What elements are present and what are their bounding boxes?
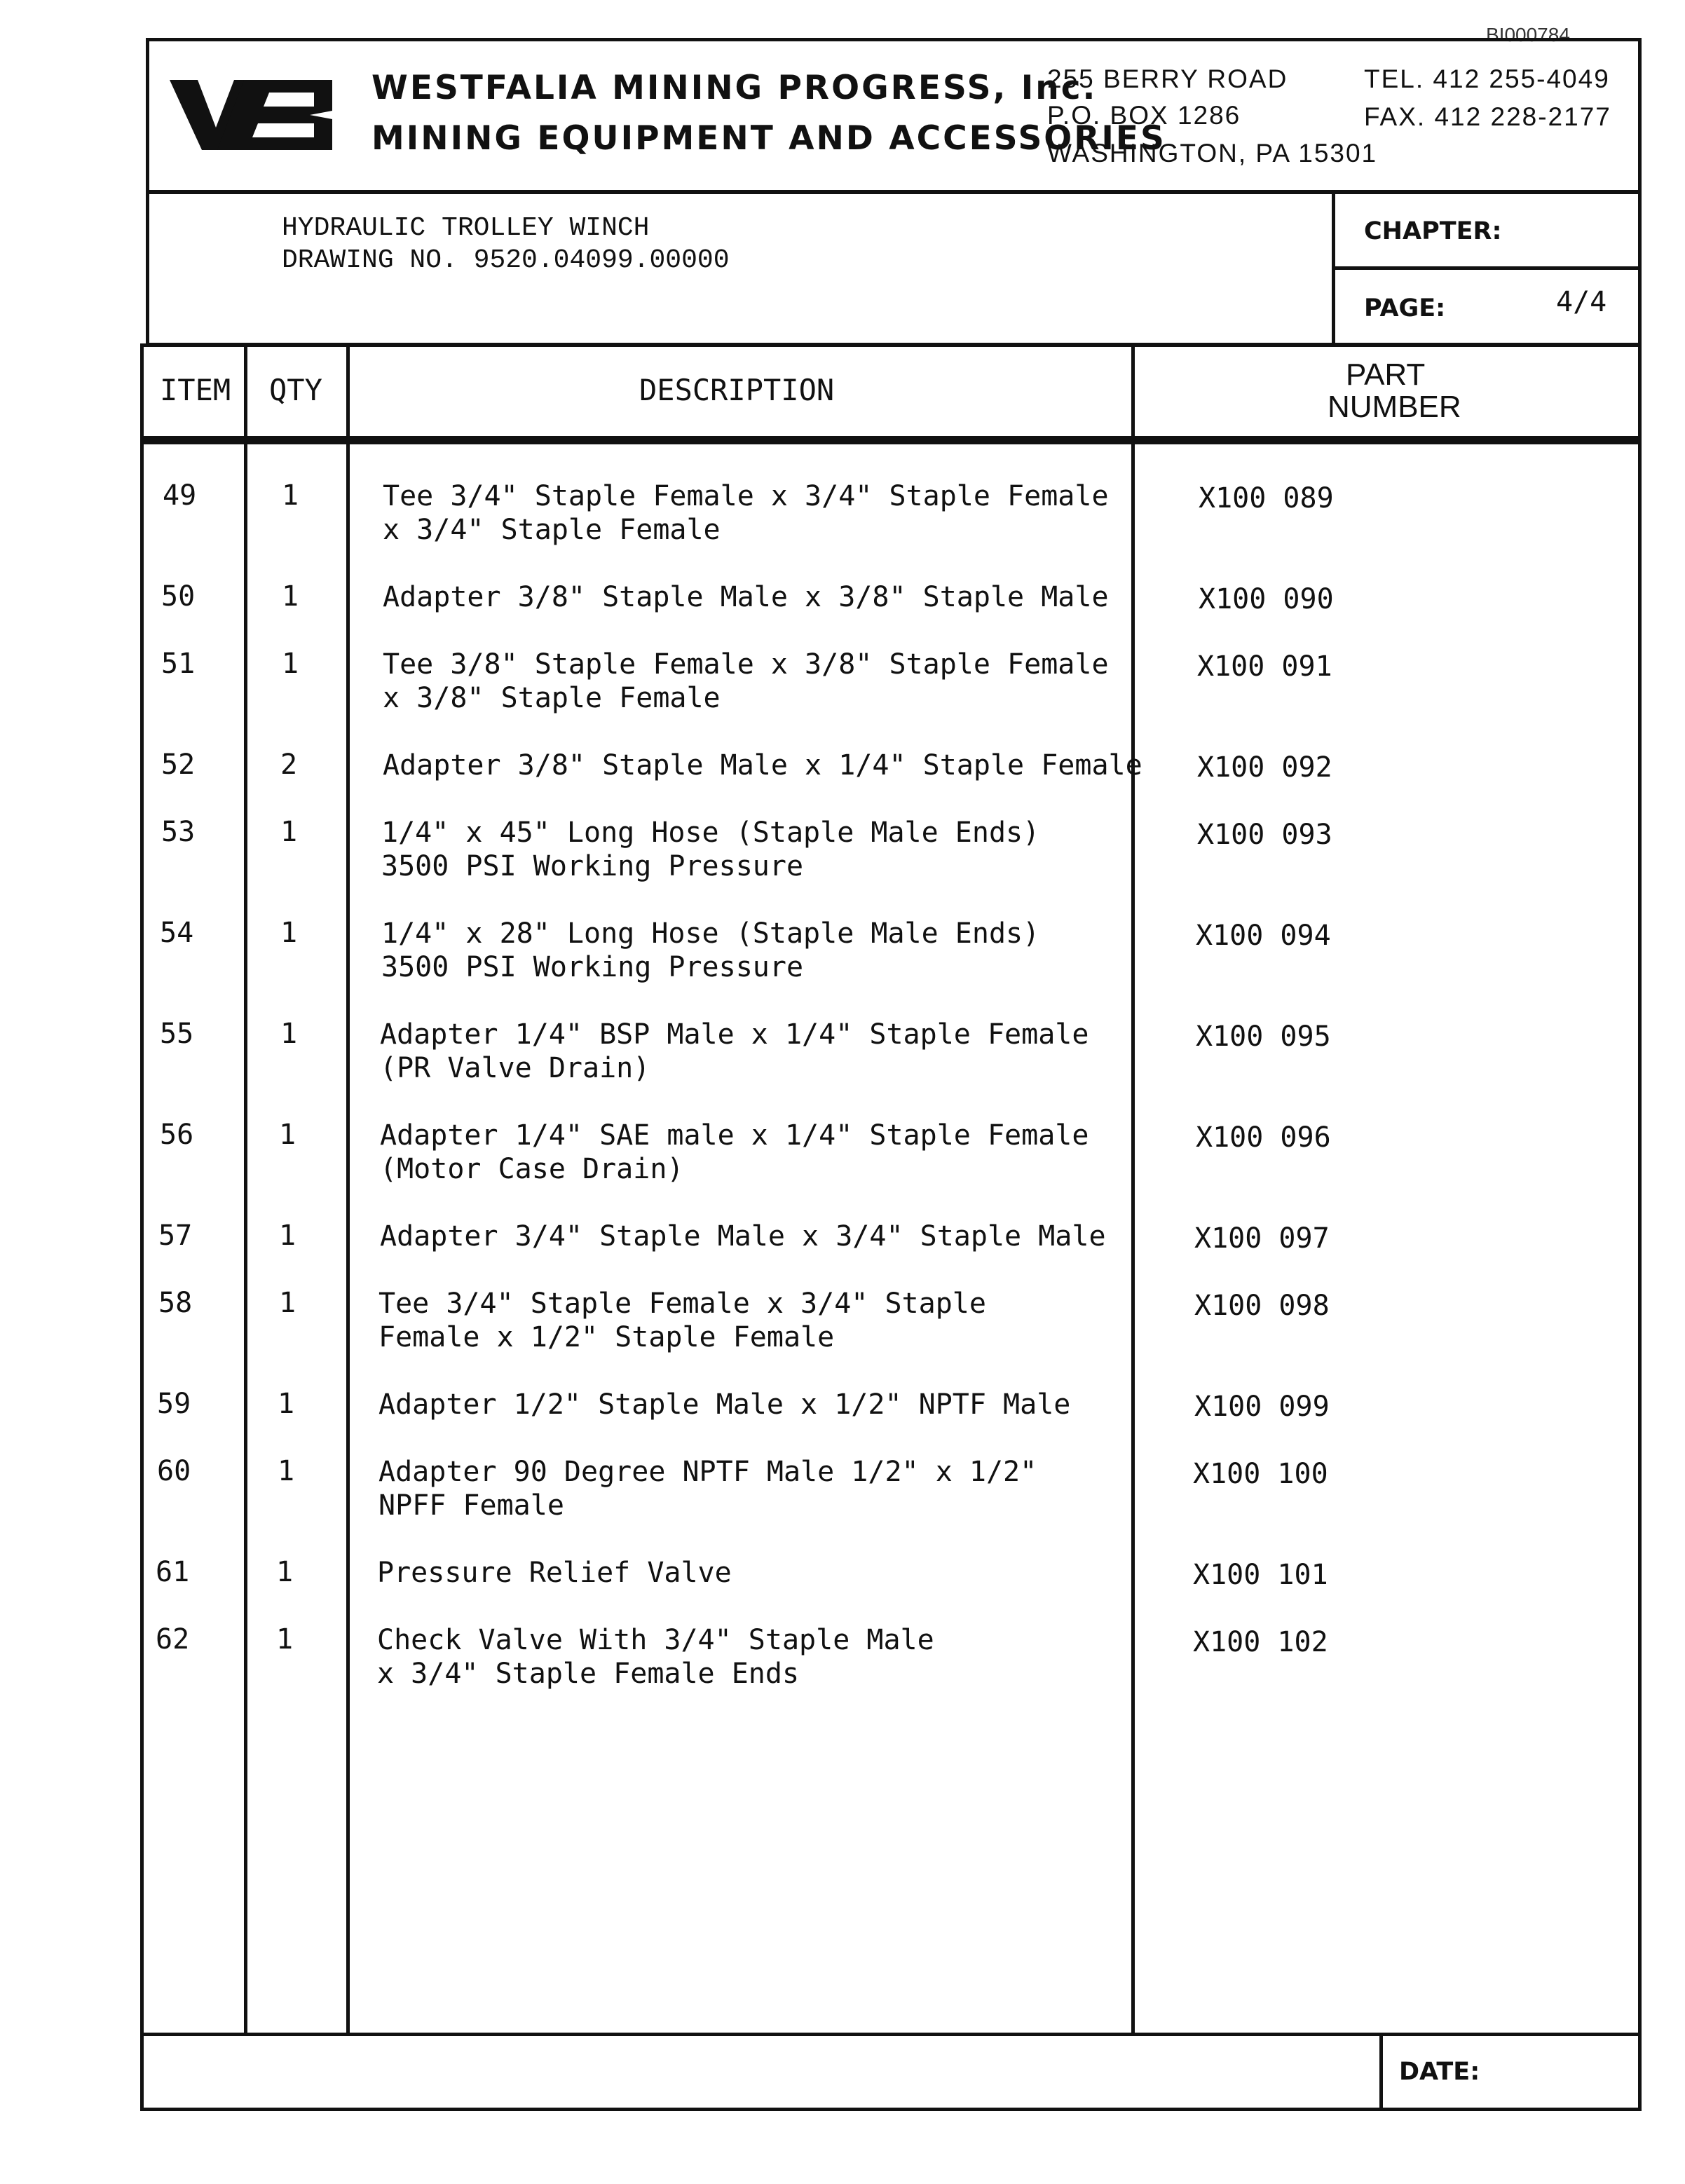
quantity: 1 [278, 1388, 295, 1420]
document-id: BI000784 [1486, 24, 1570, 46]
description: Tee 3/4" Staple Female x 3/4" Staple Female x 1/2" Staple Female [378, 1288, 986, 1353]
item-number: 56 [160, 1119, 194, 1151]
part-number: X100 092 [1197, 751, 1332, 784]
item-number: 59 [157, 1388, 191, 1420]
description: Adapter 1/4" BSP Male x 1/4" Staple Female (PR Valve Drain) [380, 1018, 1089, 1084]
header-qty: QTY [269, 373, 322, 407]
column-divider-qty [346, 343, 350, 2035]
header-rule [140, 436, 1642, 444]
part-number: X100 097 [1194, 1222, 1330, 1255]
quantity: 1 [276, 1623, 294, 1656]
quantity: 1 [278, 1455, 295, 1487]
description: Adapter 90 Degree NPTF Male 1/2" x 1/2" NPFF Female [378, 1456, 1037, 1522]
address-line-2: P.O. BOX 1286 [1047, 101, 1241, 130]
quantity: 1 [279, 1287, 296, 1319]
quantity: 1 [276, 1556, 294, 1588]
quantity: 1 [280, 816, 298, 848]
quantity: 1 [279, 1119, 296, 1151]
part-number: X100 089 [1199, 482, 1334, 514]
company-name: WESTFALIA MINING PROGRESS, Inc. [371, 69, 1098, 107]
column-divider-description [1131, 343, 1135, 2035]
chapter-label: CHAPTER: [1364, 217, 1502, 245]
date-label: DATE: [1399, 2058, 1480, 2086]
page-label: PAGE: [1364, 294, 1446, 322]
part-number: X100 094 [1196, 920, 1331, 952]
item-number: 57 [158, 1220, 193, 1252]
telephone: TEL. 412 255-4049 [1364, 64, 1610, 93]
footer-rule [140, 2033, 1642, 2036]
item-number: 49 [163, 479, 197, 512]
description: Tee 3/4" Staple Female x 3/4" Staple Female x 3/4" Staple Female [383, 480, 1109, 546]
part-number: X100 099 [1194, 1391, 1330, 1423]
quantity: 1 [280, 1018, 298, 1050]
description: Tee 3/8" Staple Female x 3/8" Staple Female x 3/8" Staple Female [383, 648, 1109, 714]
page-number: 4/4 [1556, 286, 1607, 318]
part-number: X100 095 [1196, 1021, 1331, 1053]
description: Adapter 3/8" Staple Male x 1/4" Staple Female [383, 749, 1142, 782]
item-number: 60 [157, 1455, 191, 1487]
description: Adapter 3/8" Staple Male x 3/8" Staple Male [383, 581, 1109, 613]
fax: FAX. 412 228-2177 [1364, 102, 1611, 131]
part-number: X100 100 [1193, 1458, 1328, 1490]
item-number: 61 [156, 1556, 190, 1588]
item-number: 53 [161, 816, 196, 848]
header-part-line-1: PART [1346, 357, 1426, 392]
company-tagline: MINING EQUIPMENT AND ACCESSORIES [371, 119, 1166, 158]
part-number: X100 091 [1197, 650, 1332, 683]
column-divider-item [244, 343, 247, 2035]
item-number: 58 [158, 1287, 193, 1319]
address-line-3: WASHINGTON, PA 15301 [1047, 139, 1378, 168]
chapter-page-divider [1332, 266, 1642, 270]
description: Pressure Relief Valve [377, 1557, 732, 1589]
description: Check Valve With 3/4" Staple Male x 3/4" Staple Female Ends [377, 1624, 934, 1690]
company-logo [170, 76, 332, 154]
description: Adapter 1/2" Staple Male x 1/2" NPTF Male [378, 1388, 1071, 1421]
item-number: 50 [161, 580, 196, 613]
quantity: 1 [282, 648, 299, 680]
item-number: 51 [161, 648, 196, 680]
drawing-title: HYDRAULIC TROLLEY WINCH [282, 213, 650, 243]
part-number: X100 096 [1196, 1121, 1331, 1154]
quantity: 1 [282, 580, 299, 613]
description: 1/4" x 28" Long Hose (Staple Male Ends) 3500 PSI Working Pressure [381, 917, 1040, 983]
quantity: 1 [279, 1220, 296, 1252]
quantity: 1 [282, 479, 299, 512]
part-number: X100 101 [1193, 1559, 1328, 1591]
description: 1/4" x 45" Long Hose (Staple Male Ends) 3500 PSI Working Pressure [381, 817, 1040, 882]
header-part-line-2: NUMBER [1328, 390, 1461, 424]
quantity: 1 [280, 917, 298, 949]
header-description: DESCRIPTION [639, 373, 835, 407]
item-number: 62 [156, 1623, 190, 1656]
drawing-number: DRAWING NO. 9520.04099.00000 [282, 245, 730, 275]
part-number: X100 102 [1193, 1626, 1328, 1658]
header-item: ITEM [160, 373, 231, 407]
item-number: 52 [161, 749, 196, 781]
item-number: 55 [160, 1018, 194, 1050]
description: Adapter 3/4" Staple Male x 3/4" Staple Male [380, 1220, 1106, 1253]
part-number: X100 093 [1197, 819, 1332, 851]
address-line-1: 255 BERRY ROAD [1047, 64, 1288, 93]
part-number: X100 098 [1194, 1290, 1330, 1322]
date-divider [1379, 2033, 1383, 2111]
quantity: 2 [280, 749, 298, 781]
item-number: 54 [160, 917, 194, 949]
part-number: X100 090 [1199, 583, 1334, 615]
description: Adapter 1/4" SAE male x 1/4" Staple Female (Motor Case Drain) [380, 1119, 1089, 1185]
